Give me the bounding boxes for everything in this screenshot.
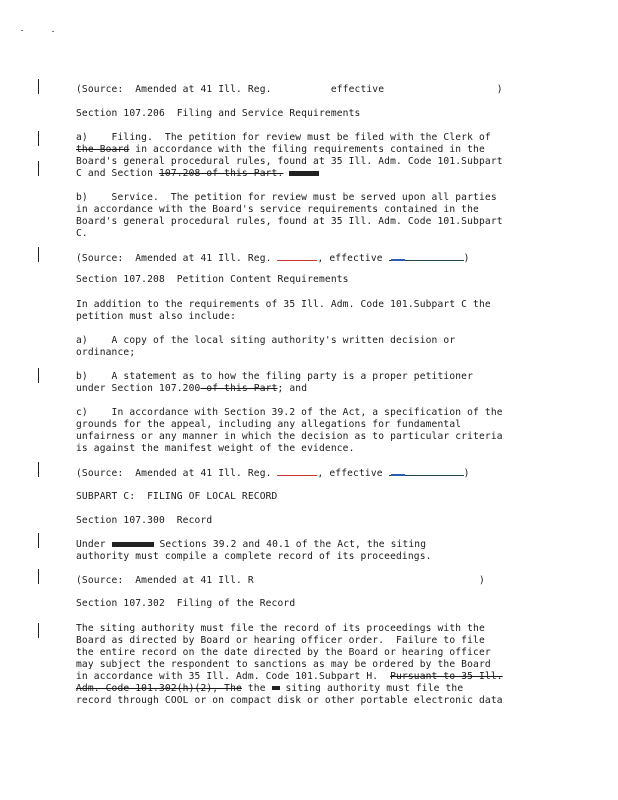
deleted-text: Adm. Code 101.302(h)(2), The [76, 683, 242, 694]
source-note [76, 251, 470, 265]
blank-field [277, 251, 317, 261]
text: , effective [317, 468, 389, 479]
paragraph-line: Board's general procedural rules, found at 35 Ill. Adm. Code 101.Subpart [76, 156, 503, 167]
revision-bar [38, 569, 39, 584]
source-note: (Source: Amended at 41 Ill. Reg. effective ) [76, 84, 503, 95]
revision-bar [38, 131, 39, 146]
paragraph-line: ordinance; [76, 347, 136, 358]
text: Sections 39.2 and 40.1 of the Act, the siting [153, 539, 427, 550]
paragraph-line: b) A statement as to how the filing party is a proper petitioner [76, 371, 474, 382]
text: the [241, 683, 272, 694]
paragraph-line: authority must compile a complete record of its proceedings. [76, 551, 432, 562]
blank-field [389, 466, 464, 476]
revision-bar [38, 533, 39, 548]
paragraph-line: In addition to the requirements of 35 Ill. Adm. Code 101.Subpart C the [76, 299, 491, 310]
text: siting authority must file the [279, 683, 464, 694]
section-heading: Section 107.206 Filing and Service Requirements [76, 108, 361, 119]
paragraph-line: may subject the respondent to sanctions as may be ordered by the Board [76, 659, 491, 670]
deleted-text: the Board [76, 144, 130, 155]
revision-bar [38, 79, 39, 94]
paragraph-line: grounds for the appeal, including any allegations for fundamental [76, 419, 462, 430]
revision-bar [38, 462, 39, 477]
scan-speck [52, 31, 54, 32]
paragraph-line [76, 382, 307, 395]
paragraph-line: in accordance with the Board's service requirements contained in the [76, 204, 479, 215]
paragraph-line: record through COOL or on compact disk or other portable electronic data [76, 695, 503, 706]
paragraph-line: unfairness or any manner in which the decision as to particular criteria [76, 431, 503, 442]
source-note: (Source: Amended at 41 Ill. R ) [76, 575, 485, 586]
subpart-heading: SUBPART C: FILING OF LOCAL RECORD [76, 491, 278, 502]
revision-bar [38, 623, 39, 638]
source-note [76, 466, 470, 480]
revision-bar [38, 247, 39, 262]
revision-bar [38, 161, 39, 176]
paragraph-line: c) In accordance with Section 39.2 of the Act, a specification of the [76, 407, 503, 418]
scan-speck [21, 30, 23, 31]
text: ) [463, 253, 470, 264]
section-heading: Section 107.208 Petition Content Requirements [76, 274, 349, 285]
text: C and Section [76, 168, 159, 179]
redaction-mark [272, 686, 280, 690]
text: ) [463, 468, 470, 479]
paragraph-line [76, 167, 319, 180]
paragraph-line: The siting authority must file the record of its proceedings with the [76, 623, 485, 634]
blank-field [389, 251, 464, 261]
paragraph-line: petition must also include: [76, 311, 236, 322]
deleted-text: 107.208 of this Part. [158, 168, 284, 179]
text: , effective [317, 253, 389, 264]
section-heading: Section 107.300 Record [76, 515, 213, 526]
text: Under [76, 539, 112, 550]
text: in accordance with the filing requirements contained in the [129, 144, 485, 155]
deleted-text: of this Part [200, 383, 278, 394]
paragraph-line: Board as directed by Board or hearing officer order. Failure to file [76, 635, 485, 646]
text: in accordance with 35 Ill. Adm. Code 101.Subpart H. [76, 671, 391, 682]
section-heading: Section 107.302 Filing of the Record [76, 598, 296, 609]
redaction-mark [112, 542, 154, 547]
blank-field [277, 466, 317, 476]
paragraph-line: C. [76, 228, 88, 239]
text: ; and [277, 383, 308, 394]
deleted-text: Pursuant to 35 Ill. [390, 671, 503, 682]
paragraph-line: b) Service. The petition for review must be served upon all parties [76, 192, 497, 203]
paragraph-line: the entire record on the date directed by the Board or hearing officer [76, 647, 491, 658]
paragraph-line: a) A copy of the local siting authority's written decision or [76, 335, 456, 346]
paragraph-line: is against the manifest weight of the evidence. [76, 443, 355, 454]
paragraph-line: Board's general procedural rules, found at 35 Ill. Adm. Code 101.Subpart [76, 216, 503, 227]
text: under Section 107.200 [76, 383, 201, 394]
redaction-mark [289, 171, 319, 176]
text: (Source: Amended at 41 Ill. Reg. [76, 253, 278, 264]
paragraph-line: a) Filing. The petition for review must be filed with the Clerk of [76, 132, 491, 143]
text: (Source: Amended at 41 Ill. Reg. [76, 468, 278, 479]
revision-bar [38, 368, 39, 383]
